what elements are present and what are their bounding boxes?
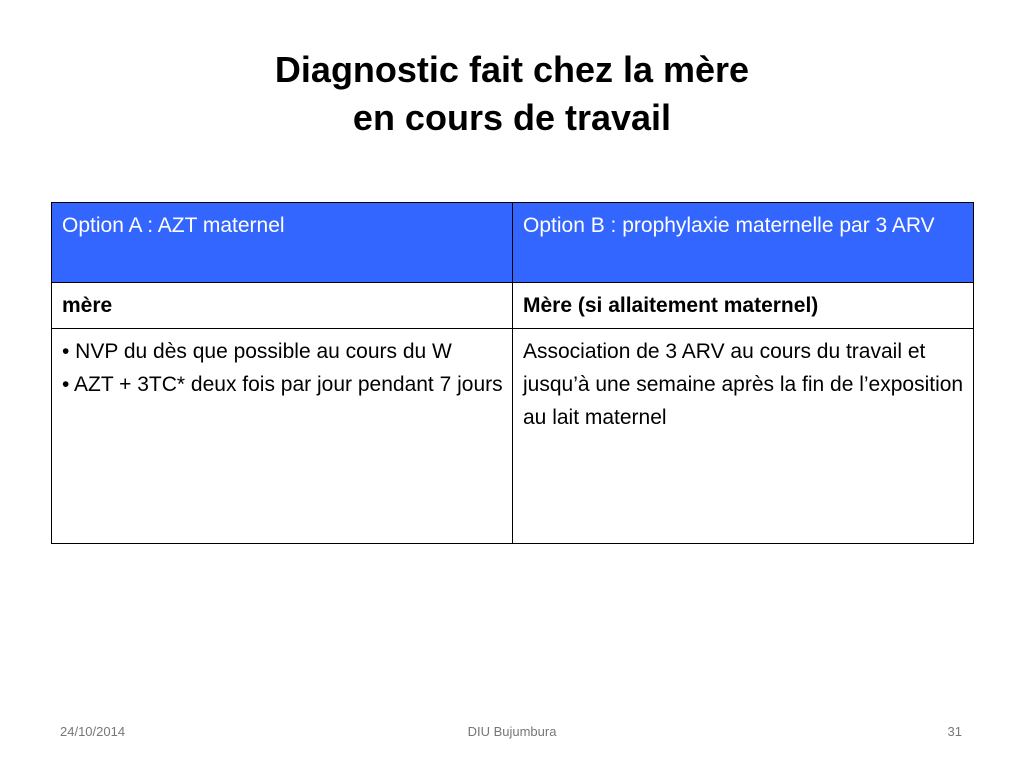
options-table (51, 202, 974, 544)
subheader-option-a: mère (52, 283, 513, 329)
option-a-bullet-2: • AZT + 3TC* deux fois par jour pendant 7 jours (62, 373, 503, 396)
slide-title-line-1: Diagnostic fait chez la mère (274, 49, 750, 90)
table-body-row (52, 329, 974, 544)
slide-title-line-2: en cours de travail (352, 97, 672, 138)
subheader-option-b: Mère (si allaitement maternel) (513, 283, 974, 329)
table-subheader-row (52, 283, 974, 329)
options-table-container (51, 202, 973, 544)
header-option-a: Option A : AZT maternel (52, 203, 513, 283)
header-option-b: Option B : prophylaxie maternelle par 3 ARV (513, 203, 974, 283)
table-header-row (52, 203, 974, 283)
slide-title (0, 46, 1024, 142)
body-option-b: Association de 3 ARV au cours du travail et jusqu’à une semaine après la fin de l’exposition au lait maternel (513, 329, 974, 544)
body-option-a (52, 329, 513, 544)
footer-date: 24/10/2014 (60, 724, 126, 739)
footer-center-text: DIU Bujumbura (467, 724, 557, 739)
footer-page-number: 31 (947, 724, 962, 739)
option-a-bullet-1: • NVP du dès que possible au cours du W (62, 340, 452, 363)
